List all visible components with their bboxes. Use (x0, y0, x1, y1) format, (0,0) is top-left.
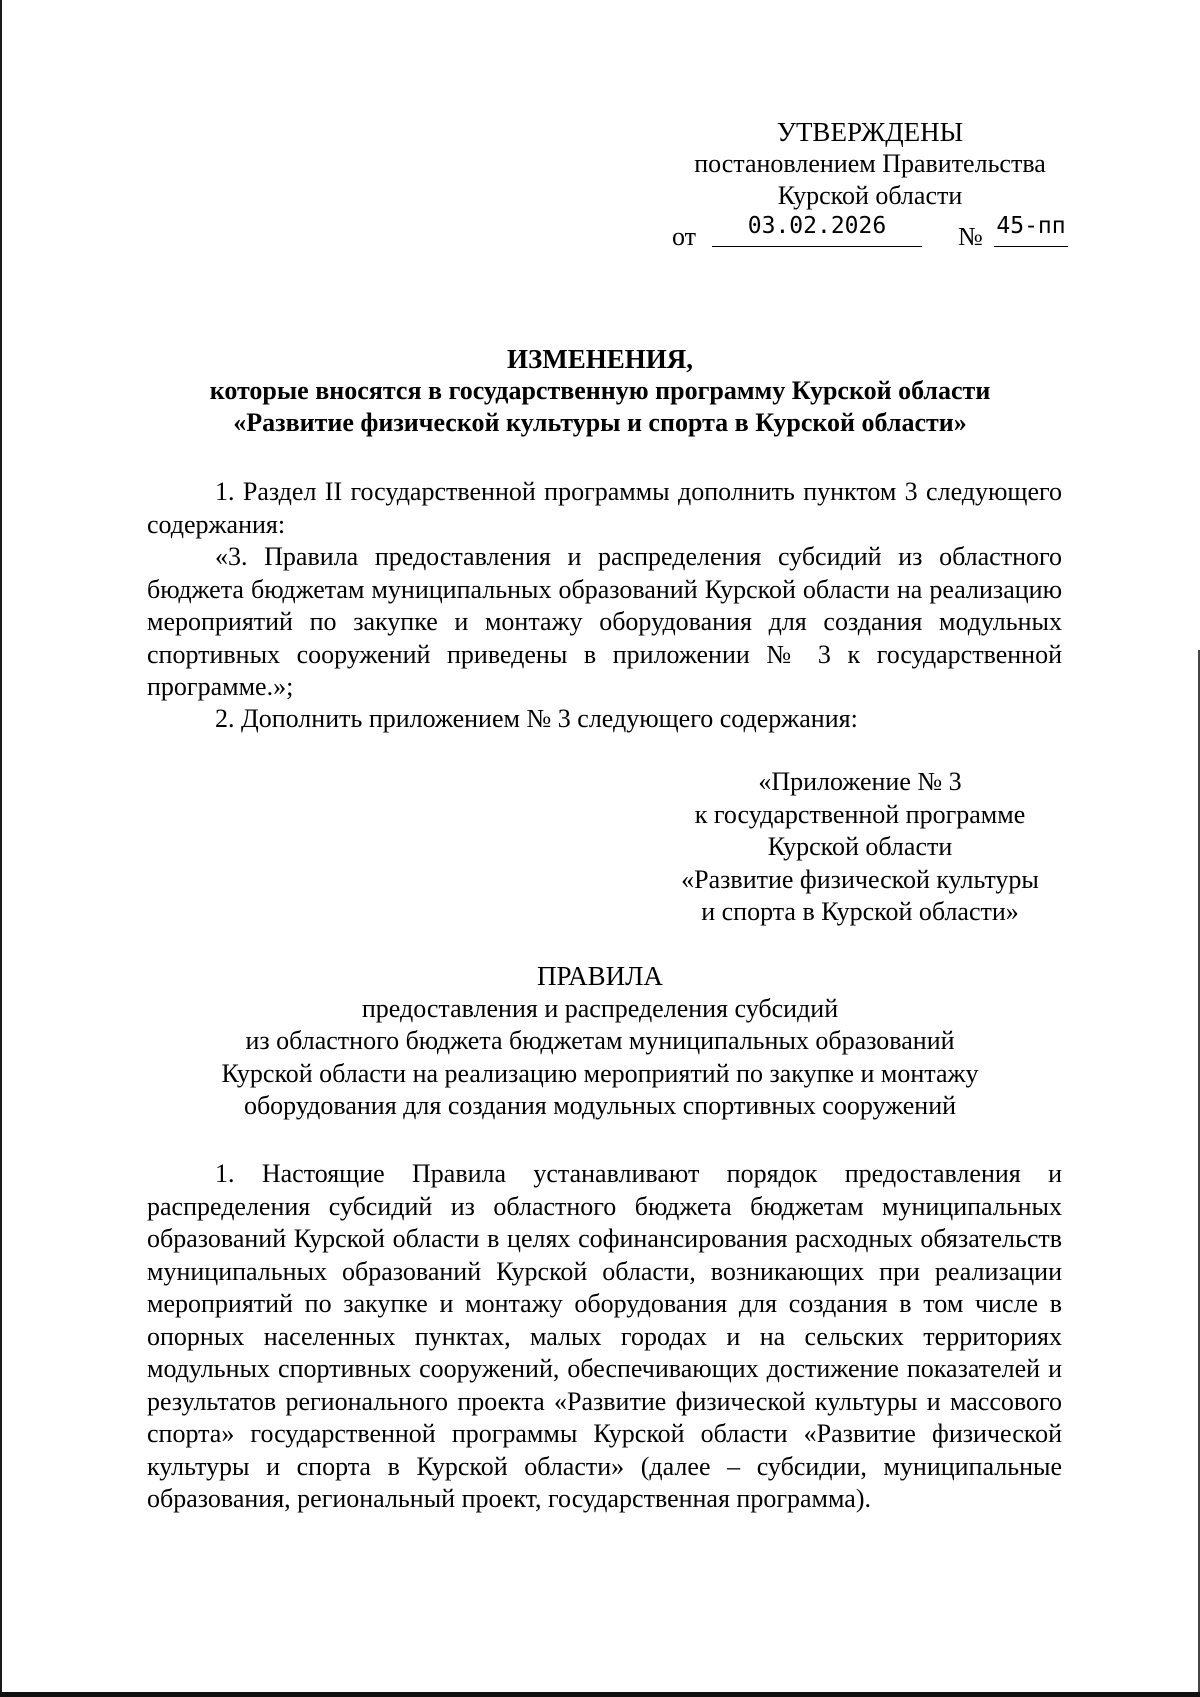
approval-title: УТВЕРЖДЕНЫ (776, 117, 964, 147)
appendix-line-3: Курской области (767, 832, 953, 861)
approval-line-1: постановлением Правительства (694, 149, 1046, 178)
paragraph-1 (147, 476, 1062, 541)
date-field (712, 210, 922, 247)
rules-line-1: предоставления и распределения субсидий (361, 993, 839, 1023)
from-label: от (672, 222, 697, 251)
scan-edge-bottom (0, 1692, 1200, 1697)
scan-edge-left (0, 0, 2, 1697)
rules-paragraph-1-text: 1. Настоящие Правила устанавливают порядок предоставления и распределения субсидий из областного бюджета бюджетам муниципальных образований Курской области в целях софинансирования расходных обязательств муниципальных образований Курской области, возникающих при реализации мероприятий по закупке и монтажу оборудования для создания в том числе в опорных населенных пунктах, малых городах и на сельских территориях модульных спортивных сооружений, обеспечивающих достижение показателей и результатов регионального проекта «Развитие физической культуры и массового спорта» государственной программы Курской области «Развитие физической культуры и спорта в Курской области» (далее – субсидии, муниципальные образования, региональный проект, государственная программа). (147, 1159, 1062, 1513)
appendix-line-1: «Приложение № 3 (758, 767, 962, 796)
number-label: № (958, 222, 983, 251)
paragraph-3-text: 2. Дополнить приложением № 3 следующего содержания: (215, 704, 858, 733)
rules-line-3: Курской области на реализацию мероприятий по закупке и монтажу (221, 1058, 979, 1088)
approval-stamp (660, 116, 1080, 212)
appendix-line-5: и спорта в Курской области» (701, 897, 1019, 926)
appendix-header (660, 766, 1060, 929)
document-heading (140, 343, 1060, 439)
paragraph-2-text: «3. Правила предоставления и распределения субсидий из областного бюджета бюджетам муниципальных образований Курской области на реализацию мероприятий по закупке и монтажу оборудования для создания модульных спортивных сооружений приведены в приложении № 3 к государственной программе.»; (147, 542, 1062, 701)
number-value: 45-пп (996, 213, 1066, 239)
appendix-line-4: «Развитие физической культуры (681, 864, 1039, 894)
rules-heading (140, 960, 1060, 1123)
heading-line-1: которые вносятся в государственную программу Курской области (209, 376, 991, 405)
approval-date-number (672, 210, 1082, 250)
heading-title: ИЗМЕНЕНИЯ, (506, 344, 693, 374)
appendix-line-2: к государственной программе (694, 799, 1026, 829)
paragraph-1-text: 1. Раздел II государственной программы дополнить пунктом 3 следующего содержания: (147, 477, 1062, 539)
rules-line-4: оборудования для создания модульных спортивных сооружений (243, 1091, 957, 1120)
heading-line-2: «Развитие физической культуры и спорта в Курской области» (233, 408, 967, 437)
paragraph-2 (147, 541, 1062, 704)
date-value: 03.02.2026 (747, 213, 887, 239)
rules-paragraph-1 (147, 1158, 1062, 1516)
rules-line-2: из областного бюджета бюджетам муниципальных образований (245, 1026, 955, 1055)
approval-line-2: Курской области (777, 181, 963, 210)
rules-title: ПРАВИЛА (537, 961, 663, 991)
paragraph-3 (147, 703, 1062, 736)
number-field (994, 210, 1068, 247)
